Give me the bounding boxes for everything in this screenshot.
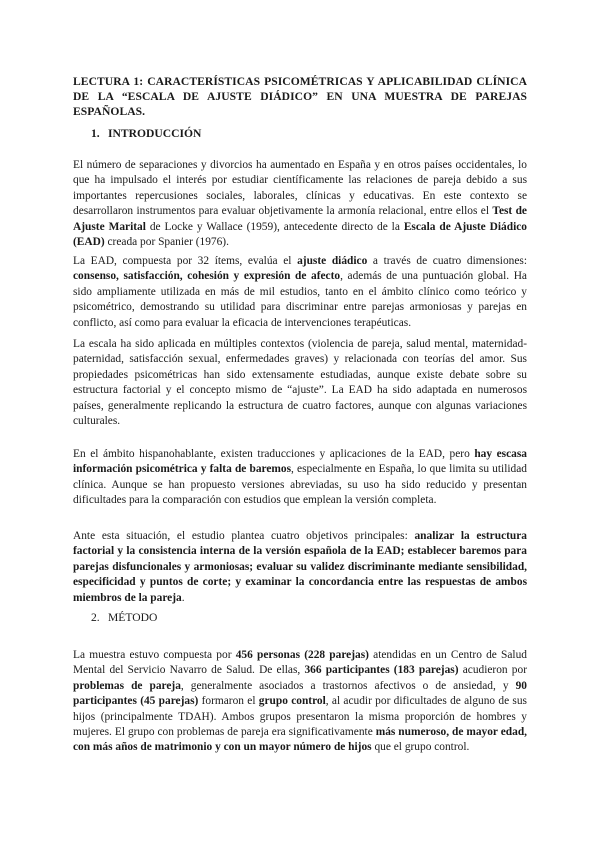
paragraph-text: creada por Spanier (1976). bbox=[104, 236, 229, 249]
paragraph-bold-text: hay escasa información psicométrica y falta de baremos bbox=[73, 448, 527, 476]
paragraph-bold-text: Escala de Ajuste Diádico (EAD) bbox=[73, 220, 527, 249]
section-number: 1. bbox=[91, 127, 100, 140]
paragraph-text: En el ámbito hispanohablante, existen traducciones y aplicaciones de la EAD, pero bbox=[73, 448, 475, 460]
section-heading-introduction bbox=[91, 126, 201, 141]
paragraph-text: El número de separaciones y divorcios ha aumentado en España y en otros países occidentales, lo que ha impulsado el interés por estudiar científicamente las relaciones de pareja debido a sus importantes repercusiones sociales, laborales, clínicas y educativas. En este contexto se desarrollaron instrumentos para evaluar objetivamente la armonía relacional, entre ellos el bbox=[73, 159, 527, 218]
paragraph-6 bbox=[73, 648, 527, 756]
paragraph-text: , además de una puntuación global. Ha sido ampliamente utilizada en más de mil estudios, tanto en el ámbito clínico como teórico y psicométrico, demostrando su utilidad para discriminar entre parejas armoniosas y parejas en conflicto, así como para evaluar la eficacia de intervenciones terapéuticas. bbox=[73, 270, 527, 329]
section-title: INTRODUCCIÓN bbox=[108, 127, 202, 140]
paragraph-text: , especialmente en España, lo que limita su utilidad clínica. Aunque se han propuesto versiones abreviadas, su uso ha sido reducido y presentan dificultades para la comparación con estudios que emplean la versión completa. bbox=[73, 463, 527, 507]
paragraph-text: Ante esta situación, el estudio plantea cuatro objetivos principales: bbox=[73, 530, 415, 542]
paragraph-text: La escala ha sido aplicada en múltiples contextos (violencia de pareja, salud mental, maternidad-paternidad, satisfacción sexual, enfermedades graves) y relacionada con teorías del amor. Sus propiedades psicométricas han sido extensamente estudiadas, aunque existe debate sobre su estructura factorial y el concepto mismo de “ajuste”. La EAD ha sido adaptada en numerosos países, generalmente replicando la estructura de cuatro factores, aunque con algunas variaciones culturales. bbox=[73, 338, 527, 428]
document-title: LECTURA 1: CARACTERÍSTICAS PSICOMÉTRICAS Y APLICABILIDAD CLÍNICA DE LA “ESCALA DE AJUSTE DIÁDICO” EN UNA MUESTRA DE PAREJAS ESPAÑOLAS. bbox=[73, 75, 527, 119]
paragraph-text: atendidas en un Centro de Salud Mental del Servicio Navarro de Salud. De ellas, bbox=[73, 649, 527, 677]
paragraph-bold-text: 366 participantes (183 parejas) bbox=[304, 664, 459, 677]
paragraph-bold-text: grupo control bbox=[258, 695, 326, 708]
paragraph-text: a través de cuatro dimensiones: bbox=[367, 255, 527, 267]
paragraph-text: . bbox=[181, 591, 185, 604]
paragraph-4 bbox=[73, 447, 527, 509]
paragraph-5 bbox=[73, 529, 527, 606]
paragraph-2 bbox=[73, 254, 527, 331]
paragraph-text: que el grupo control. bbox=[371, 741, 470, 754]
section-number: 2. bbox=[91, 611, 100, 624]
paragraph-bold-text: 90 participantes (45 parejas) bbox=[73, 679, 527, 708]
paragraph-text: , al acudir por dificultades de alguno de sus hijos (principalmente TDAH). Ambos grupos presentaron la misma proporción de hombres y mujeres. El grupo con problemas de pareja era significativamente bbox=[73, 695, 527, 739]
paragraph-text: La muestra estuvo compuesta por bbox=[73, 649, 236, 661]
paragraph-text: de Locke y Wallace (1959), antecedente directo de la bbox=[145, 220, 404, 233]
paragraph-text: acudieron por bbox=[458, 664, 527, 677]
paragraph-bold-text: 456 personas (228 parejas) bbox=[235, 649, 369, 661]
paragraph-3 bbox=[73, 337, 527, 429]
paragraph-bold-text: ajuste diádico bbox=[297, 255, 368, 267]
section-title: MÉTODO bbox=[108, 611, 158, 624]
paragraph-bold-text: consenso, satisfacción, cohesión y expresión de afecto bbox=[73, 270, 341, 283]
section-heading-method bbox=[91, 610, 157, 625]
paragraph-bold-text: analizar la estructura factorial y la consistencia interna de la versión española de la EAD; establecer baremos para parejas disfuncionales y armoniosas; evaluar su validez discriminante mediante sensibilidad, especificidad y puntos de corte; y examinar la concordancia entre las respuestas de ambos miembros de la pareja bbox=[73, 530, 528, 604]
paragraph-bold-text: Test de Ajuste Marital bbox=[73, 205, 527, 233]
paragraph-1 bbox=[73, 158, 527, 250]
paragraph-bold-text: problemas de pareja bbox=[73, 679, 181, 692]
paragraph-text: , generalmente asociados a trastornos afectivos o de ansiedad, y bbox=[180, 679, 516, 692]
paragraph-text: La EAD, compuesta por 32 ítems, evalúa el bbox=[73, 255, 298, 267]
paragraph-bold-text: más numeroso, de mayor edad, con más años de matrimonio y con un mayor número de hijos bbox=[73, 726, 527, 754]
paragraph-text: formaron el bbox=[198, 695, 259, 708]
